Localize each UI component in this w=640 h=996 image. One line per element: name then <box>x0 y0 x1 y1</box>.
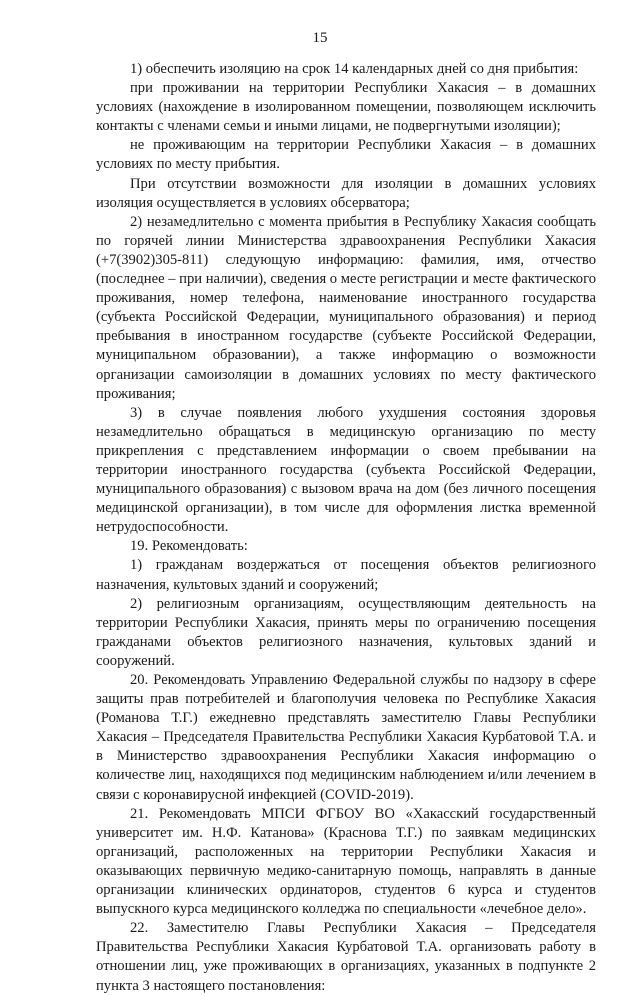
paragraph-item-21: 21. Рекомендовать МПСИ ФГБОУ ВО «Хакасский государственный университет им. Н.Ф. Катанова» (Краснова Т.Г.) по заявкам медицинских организаций, расположенных на территории Республики Хакасия и оказывающих первичную медико-санитарную помощь, направлять в данные организации клинических ординаторов, студентов 6 курса и студентов выпускного курса медицинского колледжа по специальности «лечебное дело». <box>96 805 596 918</box>
paragraph-citizens: 1) гражданам воздержаться от посещения объектов религиозного назначения, культовых зданий и сооружений; <box>96 557 596 593</box>
paragraph-isolation-arrival: не проживающим на территории Республики Хакасия – в домашних условиях по месту прибытия. <box>96 137 596 173</box>
paragraph-item-22: 22. Заместителю Главы Республики Хакасия – Председателя Правительства Республики Хакасия Курбатовой Т.А. организовать работу в отношении лиц, уже проживающих в организациях, указанных в подпункте 2 пункта 3 настоящего постановления: <box>96 920 596 994</box>
paragraph-item-19: 19. Рекомендовать: <box>130 538 248 555</box>
paragraph-observator: При отсутствии возможности для изоляции в домашних условиях изоляция осуществляется в условиях обсерватора; <box>96 175 596 211</box>
page-number: 15 <box>312 30 328 46</box>
document-body <box>96 60 596 996</box>
paragraph-hotline: 2) незамедлительно с момента прибытия в Республику Хакасия сообщать по горячей линии Министерства здравоохранения Республики Хакасия (+7(3902)305-811) следующую информацию: фамилия, имя, отчество (последнее – при наличии), сведения о месте регистрации и месте фактического проживания, номер телефона, наименование иностранного государства (субъекта Российской Федерации, муниципального образования) и период пребывания в иностранном государстве (субъекте Российской Федерации, муниципальном образовании), а также информацию о возможности организации самоизоляции в домашних условиях по месту фактического проживания; <box>96 213 597 402</box>
paragraph-health-worsening: 3) в случае появления любого ухудшения состояния здоровья незамедлительно обращаться в медицинскую организацию по месту прикрепления с представлением информации о своем пребывании на территории иностранного государства (субъекта Российской Федерации, муниципального образования) с вызовом врача на дом (без личного посещения медицинской организации), в том числе для оформления листка временной нетрудоспособности. <box>96 404 596 536</box>
paragraph-religious-orgs: 2) религиозным организациям, осуществляющим деятельность на территории Республики Хакасия, принять меры по ограничению посещения гражданами объектов религиозного назначения, культовых зданий и сооружений. <box>96 595 596 669</box>
paragraph-isolation-intro: 1) обеспечить изоляцию на срок 14 календарных дней со дня прибытия: <box>130 61 579 77</box>
paragraph-item-20: 20. Рекомендовать Управлению Федеральной службы по надзору в сфере защиты прав потребителей и благополучия человека по Республике Хакасия (Романова Т.Г.) ежедневно представлять заместителю Главы Республики Хакасия – Председателя Правительства Республики Хакасия Курбатовой Т.А. и в Министерство здравоохранения Республики Хакасия информацию о количестве лиц, находящихся под медицинским наблюдением и/или лечением в связи с коронавирусной инфекцией (COVID-2019). <box>96 672 596 803</box>
paragraph-isolation-home: при проживании на территории Республики Хакасия – в домашних условиях (нахождение в изолированном помещении, позволяющем исключить контакты с членами семьи и иными лицами, не подвергнутыми изоляции); <box>96 80 596 135</box>
